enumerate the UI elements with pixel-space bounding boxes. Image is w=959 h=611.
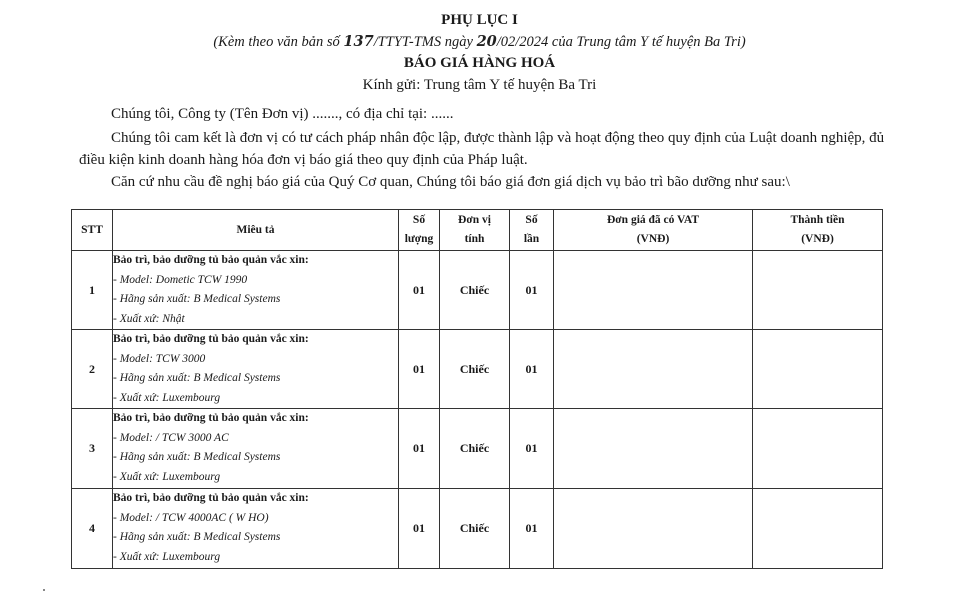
row-total-cell[interactable] [753,489,883,569]
company-intro-paragraph: Chúng tôi, Công ty (Tên Đơn vị) ......., có địa chỉ tại: ...... [111,106,454,122]
row-description [113,330,399,409]
commitment-paragraph-line2: điều kiện kinh doanh hàng hóa đơn vị báo giá theo quy định của Pháp luật. [79,152,528,168]
row-unit-price-cell[interactable] [554,409,753,489]
item-model: - Model: TCW 3000 [113,352,206,365]
item-title: Bảo trì, bảo dưỡng tủ bảo quản vắc xin: [113,254,309,266]
table-row [72,409,883,489]
handwritten-doc-number: 137 [343,33,374,50]
row-unit-price-cell[interactable] [554,251,753,330]
item-manufacturer: - Hãng sản xuất: B Medical Systems [113,293,281,305]
item-model: - Model: Dometic TCW 1990 [113,273,248,286]
row-stt: 3 [72,409,113,489]
basis-paragraph: Căn cứ nhu cầu đề nghị báo giá của Quý Cơ quan, Chúng tôi báo giá đơn giá dịch vụ bảo trì bão dưỡng như sau:\ [111,174,790,190]
item-origin: - Xuất xứ: Luxembourg [113,391,221,404]
row-times: 01 [510,489,554,569]
item-model: - Model: / TCW 4000AC ( W HO) [113,511,269,524]
row-stt: 1 [72,251,113,330]
header-unit: Đơn vị tính [440,210,510,251]
row-total-cell[interactable] [753,330,883,409]
commitment-paragraph-line1: Chúng tôi cam kết là đơn vị có tư cách pháp nhân độc lập, được thành lập và hoạt động theo quy định của Luật doanh nghiệp, đủ [111,130,885,146]
handwritten-day: 20 [476,33,497,50]
row-total-cell[interactable] [753,409,883,489]
row-unit: Chiếc [440,251,510,330]
row-stt: 4 [72,489,113,569]
header-description: Miêu tả [113,210,399,251]
header-times: Số lần [510,210,554,251]
item-origin: - Xuất xứ: Nhật [113,312,185,325]
quotation-table [71,209,883,569]
row-unit: Chiếc [440,409,510,489]
subtitle-middle: /TTYT-TMS ngày [373,34,477,50]
subtitle-prefix: (Kèm theo văn bản số [213,34,344,50]
header-stt: STT [72,210,113,251]
row-quantity: 01 [399,251,440,330]
item-model: - Model: / TCW 3000 AC [113,431,229,444]
header-total: Thành tiền (VNĐ) [753,210,883,251]
appendix-title: PHỤ LỤC I [441,12,518,28]
item-title: Bảo trì, bảo dưỡng tủ bảo quản vắc xin: [113,492,309,504]
table-row [72,489,883,569]
row-unit-price-cell[interactable] [554,489,753,569]
item-origin: - Xuất xứ: Luxembourg [113,550,221,563]
row-description [113,251,399,330]
table-header-row [72,210,883,251]
quote-title: BÁO GIÁ HÀNG HOÁ [403,55,556,71]
item-manufacturer: - Hãng sản xuất: B Medical Systems [113,531,281,543]
recipient-line: Kính gửi: Trung tâm Y tế huyện Ba Tri [362,77,597,93]
item-title: Bảo trì, bảo dưỡng tủ bảo quản vắc xin: [113,412,309,424]
row-unit: Chiếc [440,330,510,409]
row-times: 01 [510,330,554,409]
row-quantity: 01 [399,330,440,409]
item-origin: - Xuất xứ: Luxembourg [113,470,221,483]
scan-speck [43,589,45,591]
row-quantity: 01 [399,489,440,569]
header-quantity: Số lượng [399,210,440,251]
row-times: 01 [510,251,554,330]
item-manufacturer: - Hãng sản xuất: B Medical Systems [113,372,281,384]
table-row [72,330,883,409]
row-total-cell[interactable] [753,251,883,330]
row-description [113,489,399,569]
row-description [113,409,399,489]
item-manufacturer: - Hãng sản xuất: B Medical Systems [113,451,281,463]
table-row [72,251,883,330]
document-subtitle [0,33,959,51]
row-stt: 2 [72,330,113,409]
row-times: 01 [510,409,554,489]
row-quantity: 01 [399,409,440,489]
row-unit: Chiếc [440,489,510,569]
subtitle-suffix: /02/2024 của Trung tâm Y tế huyện Ba Tri) [496,34,746,50]
item-title: Bảo trì, bảo dưỡng tủ bảo quản vắc xin: [113,333,309,345]
row-unit-price-cell[interactable] [554,330,753,409]
header-unit-price: Đơn giá đã có VAT (VNĐ) [554,210,753,251]
